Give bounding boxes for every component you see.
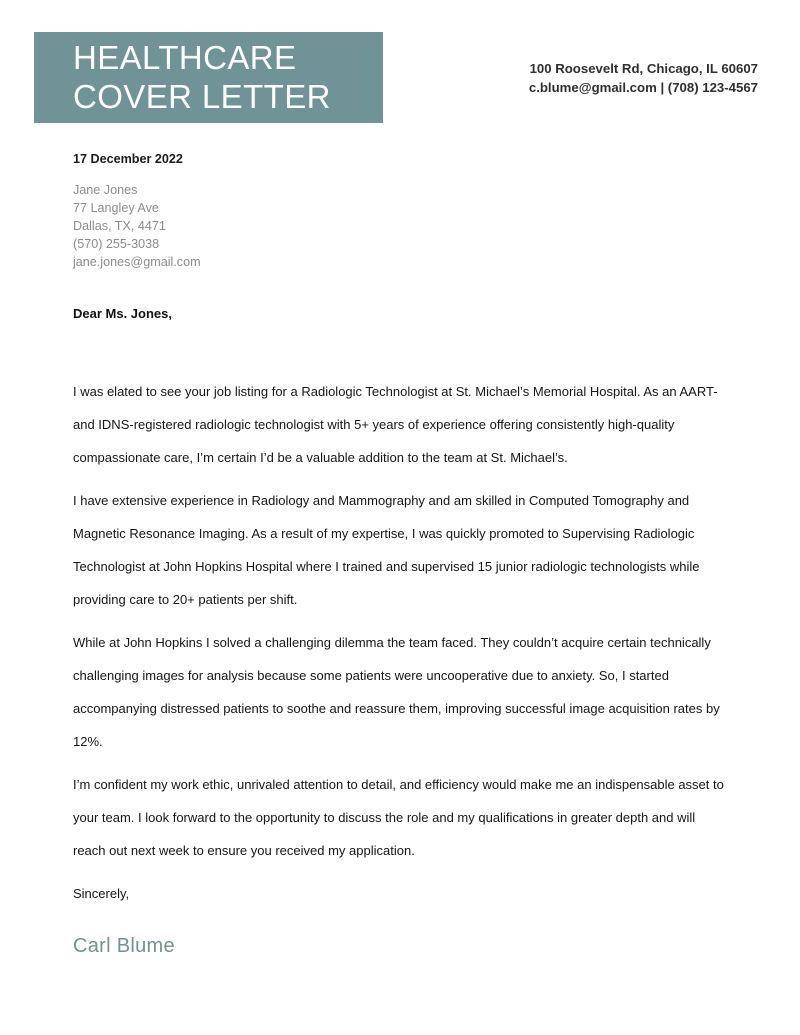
letter-header	[0, 0, 800, 140]
recipient-phone: (570) 255-3038	[73, 237, 160, 251]
recipient-city-state-zip: Dallas, TX, 4471	[73, 219, 166, 233]
letter-date: 17 December 2022	[73, 152, 183, 166]
recipient-address-block	[73, 181, 733, 271]
letter-paragraph-3: While at John Hopkins I solved a challenging dilemma the team faced. They couldn’t acquire certain technically challenging images for analysis because some patients were uncooperative due to anxiety. So, I started accompanying distressed patients to soothe and reassure them, improving successful image acquisition rates by 12%.	[73, 635, 720, 749]
letter-closing: Sincerely,	[73, 886, 130, 901]
signature-name: Carl Blume	[73, 935, 175, 957]
letter-salutation: Dear Ms. Jones,	[73, 306, 172, 321]
sender-address: 100 Roosevelt Rd, Chicago, IL 60607	[529, 61, 758, 76]
recipient-email: jane.jones@gmail.com	[73, 255, 201, 269]
document-title-line-1: HEALTHCARE	[73, 39, 297, 76]
recipient-name: Jane Jones	[73, 183, 138, 197]
document-title-line-2: COVER LETTER	[73, 78, 331, 115]
title-banner	[34, 32, 383, 123]
sender-email-phone[interactable]: c.blume@gmail.com | (708) 123-4567	[528, 80, 758, 95]
letter-body	[73, 150, 733, 960]
recipient-street: 77 Langley Ave	[73, 201, 159, 215]
letter-paragraph-4: I’m confident my work ethic, unrivaled attention to detail, and efficiency would make me an indispensable asset to your team. I look forward to the opportunity to discuss the role and my qualifications in greater depth and will reach out next week to ensure you received my application.	[73, 777, 724, 858]
letter-paragraph-2: I have extensive experience in Radiology and Mammography and am skilled in Computed Tomography and Magnetic Resonance Imaging. As a result of my expertise, I was quickly promoted to Supervising Radiologic Technologist at John Hopkins Hospital where I trained and supervised 15 junior radiologic technologists while providing care to 20+ patients per shift.	[73, 493, 700, 607]
letter-paragraph-1: I was elated to see your job listing for a Radiologic Technologist at St. Michael’s Memorial Hospital. As an AART- and IDNS-registered radiologic technologist with 5+ years of experience offering consistently high-quality compassionate care, I’m certain I’d be a valuable addition to the team at St. Michael’s.	[73, 384, 718, 465]
sender-contact-block	[378, 59, 758, 97]
